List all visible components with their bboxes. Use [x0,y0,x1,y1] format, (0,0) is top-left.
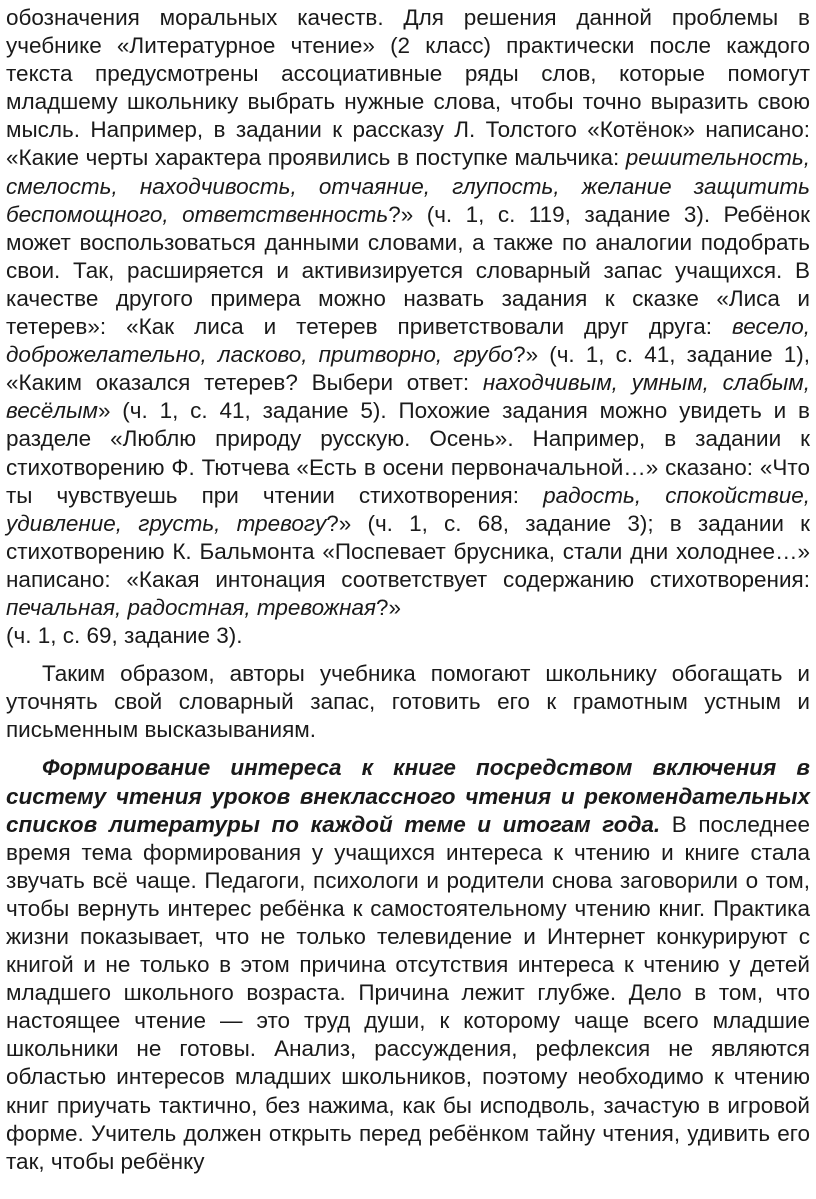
italic-run: весело, доброжелательно, ласково, притворно, грубо [6,314,810,368]
section-heading-run: Формирование интереса к книге посредством включения в систему чтения уроков внеклассного чтения и рекомендательных списков литературы по каждой теме и итогам года. [6,755,810,837]
text-run: (ч. 1, с. 69, задание 3). [6,623,243,649]
paragraph-2 [6,622,810,650]
text-run: ?» (ч. 1, с. 119, задание 3). Ребёнок может воспользоваться данными словами, а также по аналогии подобрать свои. Так, расширяется и активизируется словарный запас учащихся. В качестве другого примера можно назвать задания к сказке «Лиса и тетерев»: «Как лиса и тетерев приветствовали друг друга: [6,201,810,340]
text-run: » (ч. 1, с. 41, задание 5). Похожие задания можно увидеть и в разделе «Люблю природу русскую. Осень». Например, в задании к стихотворению Ф. Тютчева «Есть в осени первоначальной…» сказано: «Что ты чувствуешь при чтении стихотворения: [6,398,810,508]
italic-run: печальная, радостная, тревожная [6,594,377,620]
text-run: В последнее время тема формирования у учащихся интереса к чтению и книге стала звучать всё чаще. Педагоги, психологи и родители снова заговорили о том, чтобы вернуть интерес ребёнка к самостоятельному чтению книг. Практика жизни показывает, что не только телевидение и Интернет конкурируют с книгой и не только в этом причина отсутствия интереса к чтению у детей младшего школьного возраста. Причина лежит глубже. Дело в том, что настоящее чтение — это труд души, к которому чаще всего младшие школьники не готовы. Анализ, рассуждения, рефлексия не являются областью интересов младших школьников, поэтому необходимо к чтению книг приучать тактично, без нажима, как бы исподволь, зачастую в игровой форме. Учитель должен открыть перед ребёнком тайну чтения, удивить его так, чтобы ребёнку [6,811,810,1174]
text-run: ?» [376,594,402,620]
paragraph-4 [6,754,810,1175]
text-run: ?» (ч. 1, с. 41, задание 1), «Каким оказался тетерев? Выбери ответ: [6,342,810,396]
italic-run: радость, спокойствие, удивление, грусть, тревогу [6,482,811,536]
italic-run: находчивым, умным, слабым, весёлым [6,370,810,424]
italic-run: решительность, смелость, находчивость, отчаяние, глупость, желание защитить беспомощного, ответственность [6,145,810,227]
text-run: ?» (ч. 1, с. 68, задание 3); в задании к стихотворению К. Бальмонта «Поспевает брусника, стали дни холоднее…» написано: «Какая интонация соответствует содержанию стихотворения: [6,510,810,592]
text-run: Таким образом, авторы учебника помогают школьнику обогащать и уточнять свой словарный запас, готовить его к грамотным устным и письменным высказываниям. [6,661,810,743]
paragraph-1 [6,4,810,622]
text-run: обозначения моральных качеств. Для решения данной проблемы в учебнике «Литературное чтение» (2 класс) практически после каждого текста предусмотрены ассоциативные ряды слов, которые помогут младшему школьнику выбрать нужные слова, чтобы точно выразить свою мысль. Например, в задании к рассказу Л. Толстого «Котёнок» написано: «Какие черты характера проявились в поступке мальчика: [6,5,810,171]
paragraph-3 [6,660,810,744]
